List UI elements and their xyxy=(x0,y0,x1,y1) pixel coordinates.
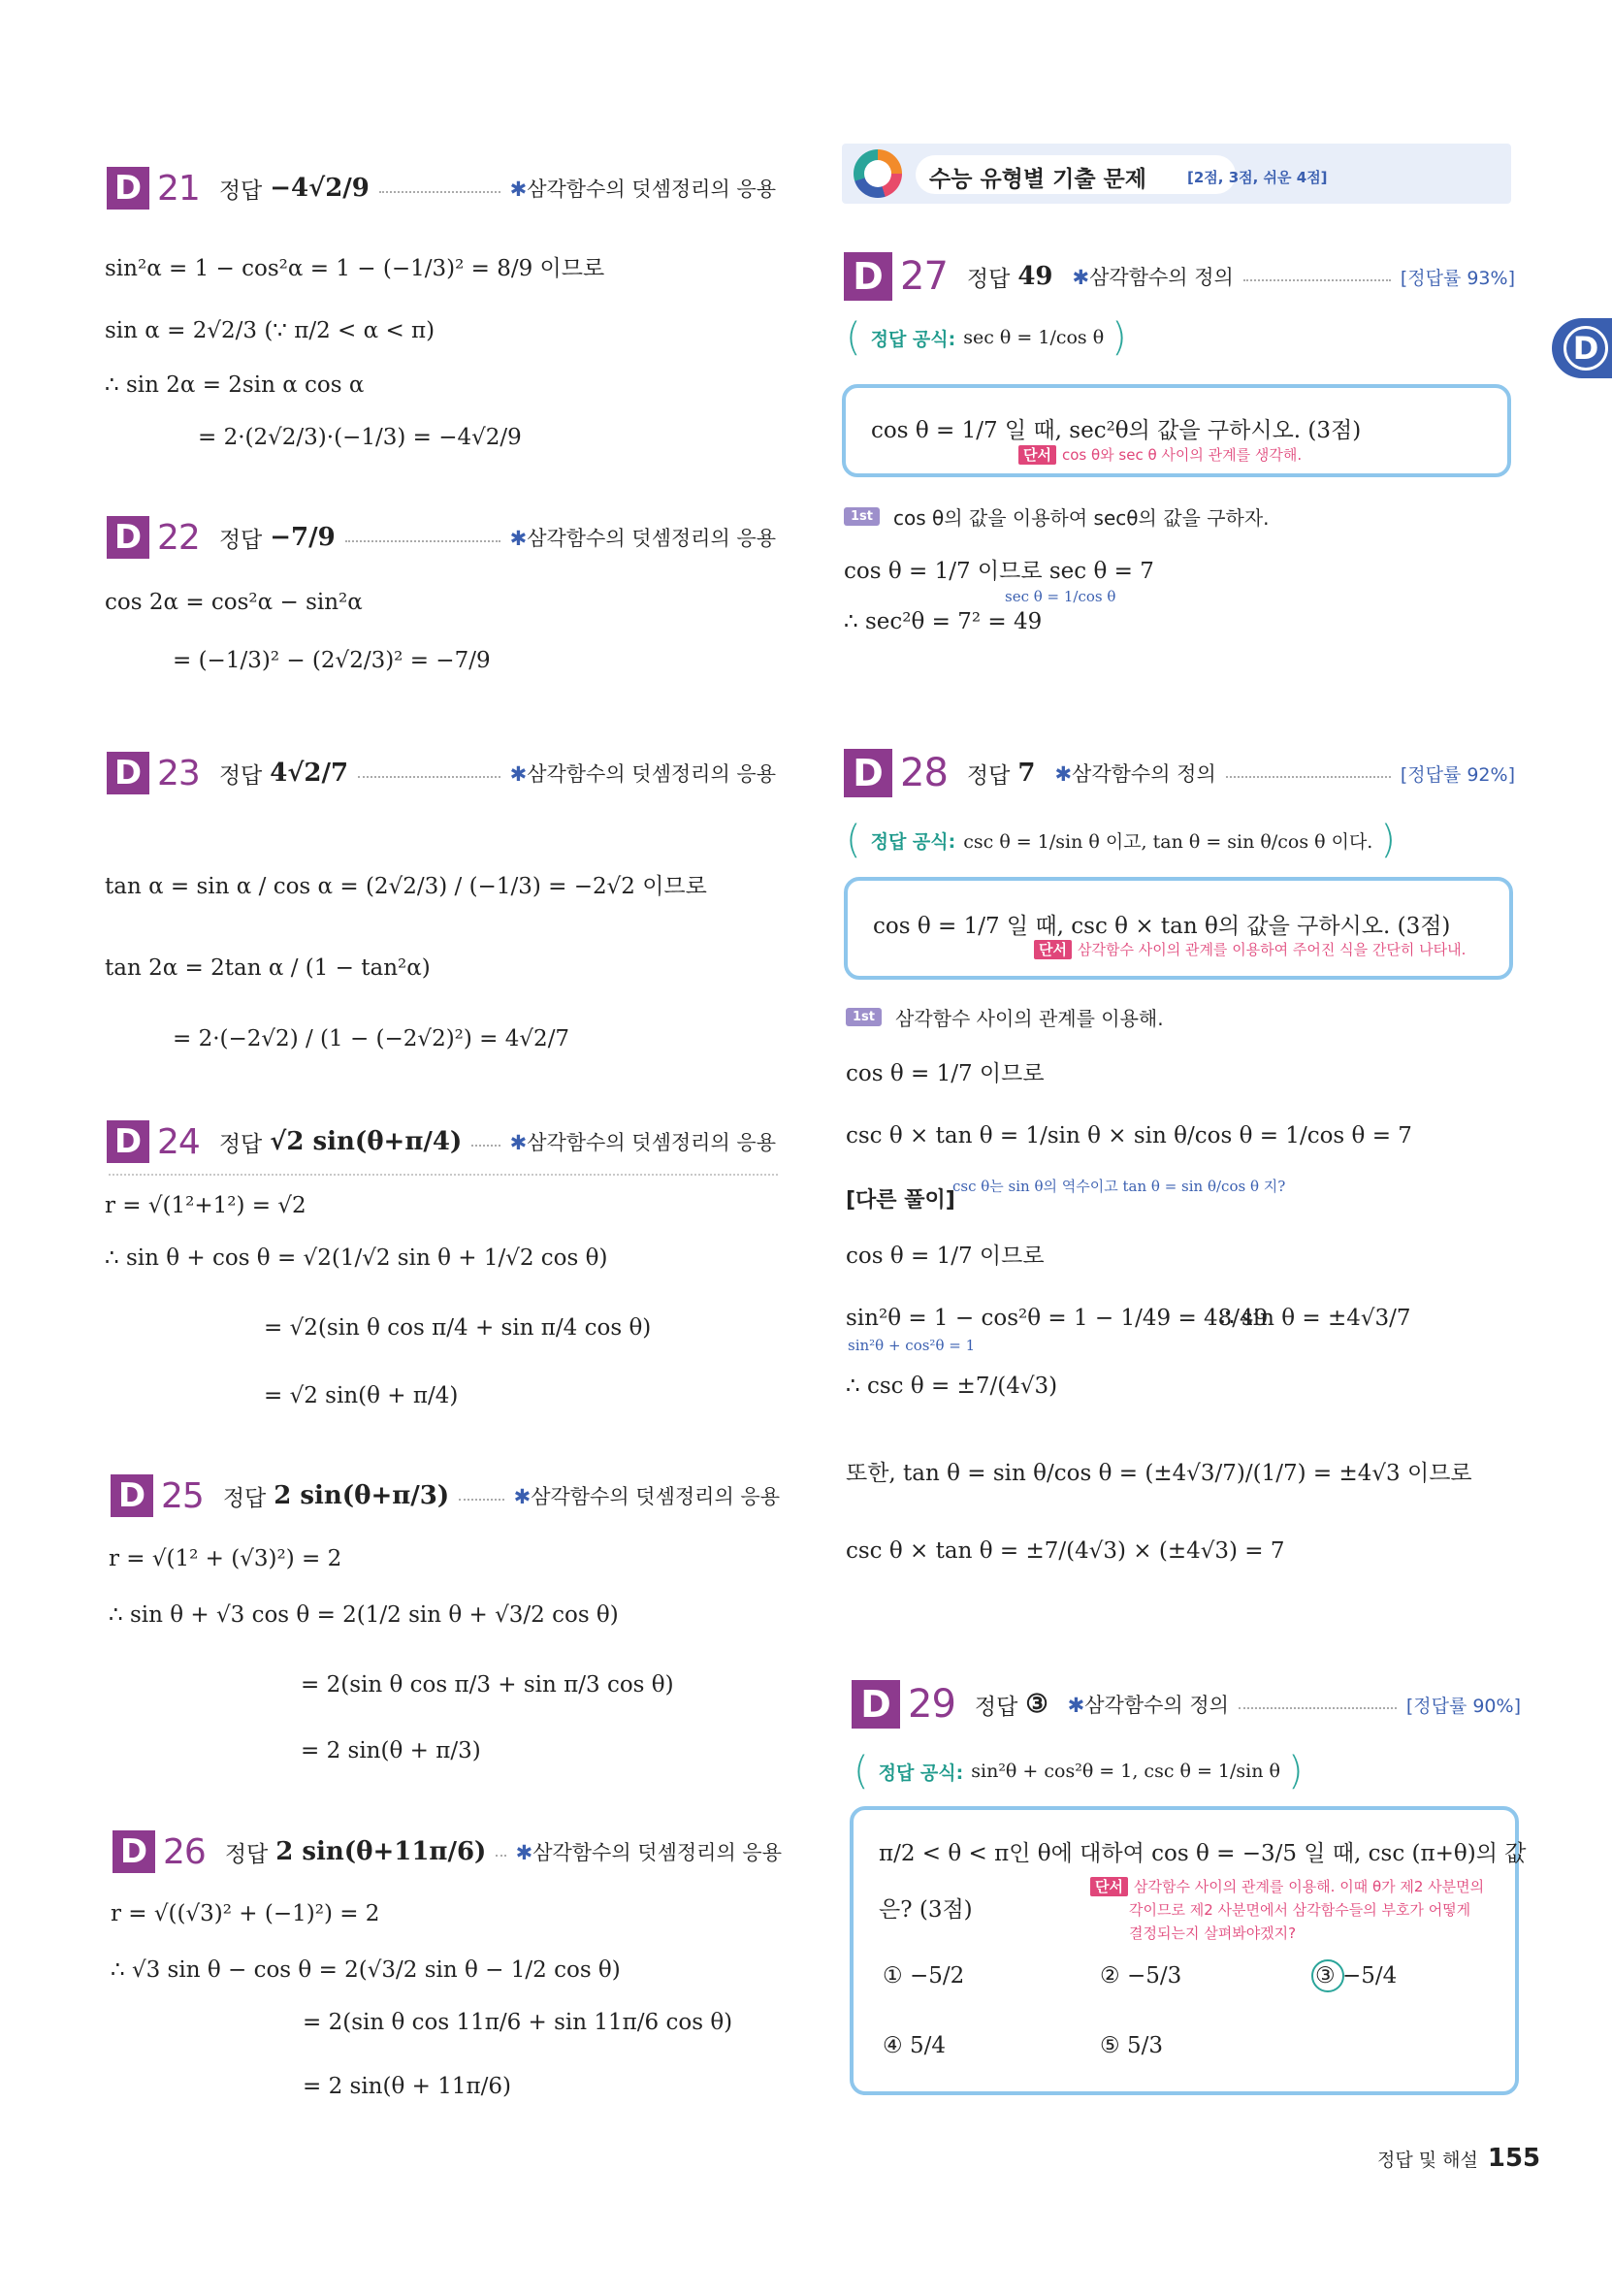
solution-line: ∴ sin θ + cos θ = √2(1/√2 sin θ + 1/√2 cos θ) xyxy=(105,1245,608,1271)
page-number: 155 xyxy=(1487,2144,1541,2173)
solution-line: = 2(sin θ cos 11π/6 + sin 11π/6 cos θ) xyxy=(303,2010,733,2035)
topic: ✱삼각함수의 덧셈정리의 응용 xyxy=(509,178,776,201)
topic: ✱삼각함수의 정의 xyxy=(1072,266,1234,289)
problem-number: 25 xyxy=(161,1475,204,1516)
banner-title: 수능 유형별 기출 문제 xyxy=(929,167,1146,192)
d-badge: D xyxy=(107,1120,149,1163)
topic: ✱삼각함수의 덧셈정리의 응용 xyxy=(509,1131,776,1154)
solution-line: ∴ sin θ = ±4√3/7 xyxy=(1220,1306,1411,1331)
problem-29-header xyxy=(852,1678,1521,1730)
d-badge: D xyxy=(844,252,892,301)
problem-number: 22 xyxy=(157,517,200,558)
solution-line: csc θ × tan θ = ±7/(4√3) × (±4√3) = 7 xyxy=(846,1538,1285,1564)
choice-3[interactable]: ③ −5/4 xyxy=(1315,1963,1398,1989)
question-text: 은? (3점) xyxy=(879,1897,973,1923)
solution-line: cos θ = 1/7 이므로 xyxy=(846,1244,1045,1269)
formula-tag: ( 정답 공식: sec θ = 1/cos θ ) xyxy=(846,315,1127,360)
answer-value: ③ xyxy=(1025,1690,1048,1719)
solution-line: 또한, tan θ = sin θ/cos θ = (±4√3/7)/(1/7) = ±4√3 이므로 xyxy=(846,1461,1472,1486)
logo-icon xyxy=(854,149,902,198)
problem-22-header xyxy=(107,511,776,564)
side-note: sin²θ + cos²θ = 1 xyxy=(848,1337,976,1354)
solution-line: r = √((√3)² + (−1)²) = 2 xyxy=(111,1901,380,1926)
solution-line: ∴ sin θ + √3 cos θ = 2(1/2 sin θ + √3/2 cos θ) xyxy=(109,1602,619,1628)
solution-line: = 2·(−2√2) / (1 − (−2√2)²) = 4√2/7 xyxy=(173,1026,570,1051)
formula-tag: ( 정답 공식: csc θ = 1/sin θ 이고, tan θ = sin θ/cos θ 이다. ) xyxy=(846,818,1396,862)
answer-value: −4√2/9 xyxy=(270,174,370,203)
solution-line: ∴ sin 2α = 2sin α cos α xyxy=(105,372,365,398)
problem-25-header xyxy=(111,1470,780,1522)
problem-number: 24 xyxy=(157,1121,200,1162)
answer-value: √2 sin(θ+π/4) xyxy=(270,1127,463,1156)
d-badge: D xyxy=(844,749,892,797)
solution-line: tan 2α = 2tan α / (1 − tan²α) xyxy=(105,955,431,981)
topic: ✱삼각함수의 정의 xyxy=(1067,1694,1229,1717)
topic: ✱삼각함수의 덧셈정리의 응용 xyxy=(509,527,776,550)
hint: 단서 cos θ와 sec θ 사이의 관계를 생각해. xyxy=(1018,444,1302,465)
hint: 각이므로 제2 사분면에서 삼각함수들의 부호가 어떻게 xyxy=(1129,1901,1471,1919)
choice-2[interactable]: ② −5/3 xyxy=(1100,1963,1182,1989)
answer-label: 정답 xyxy=(218,178,263,204)
banner-scores: [2점, 3점, 쉬운 4점] xyxy=(1187,169,1328,186)
answer-value: 2 sin(θ+11π/6) xyxy=(275,1837,487,1866)
solution-line: = √2 sin(θ + π/4) xyxy=(264,1383,459,1408)
problem-number: 23 xyxy=(157,753,200,793)
solution-line: sin²α = 1 − cos²α = 1 − (−1/3)² = 8/9 이므로 xyxy=(105,256,605,281)
side-note: sec θ = 1/cos θ xyxy=(1005,588,1116,605)
d-badge: D xyxy=(113,1830,155,1873)
problem-number: 26 xyxy=(163,1831,206,1872)
solution-line: ∴ √3 sin θ − cos θ = 2(√3/2 sin θ − 1/2 cos θ) xyxy=(111,1957,621,1983)
solution-line: r = √(1² + (√3)²) = 2 xyxy=(109,1546,342,1571)
problem-27-header xyxy=(844,250,1515,303)
answer-label: 정답 xyxy=(218,1131,263,1157)
solution-step: 1st cos θ의 값을 이용하여 secθ의 값을 구하자. xyxy=(844,502,1270,531)
choice-5[interactable]: ⑤ 5/3 xyxy=(1100,2033,1163,2058)
section-banner xyxy=(842,144,1511,204)
solution-line: = 2·(2√2/3)·(−1/3) = −4√2/9 xyxy=(198,425,522,450)
problem-28-header xyxy=(844,747,1515,799)
question-text: cos θ = 1/7 일 때, sec²θ의 값을 구하시오. (3점) xyxy=(871,418,1362,443)
answer-label: 정답 xyxy=(218,527,263,553)
d-badge: D xyxy=(852,1680,900,1729)
answer-label: 정답 xyxy=(218,762,263,789)
solution-line: sin²θ = 1 − cos²θ = 1 − 1/49 = 48/49 xyxy=(846,1306,1269,1331)
solution-line: cos θ = 1/7 이므로 xyxy=(846,1061,1045,1086)
topic: ✱삼각함수의 덧셈정리의 응용 xyxy=(513,1485,780,1508)
correct-rate: [정답률 93%] xyxy=(1400,267,1515,289)
problem-number: 28 xyxy=(900,751,948,795)
problem-26-header xyxy=(113,1826,782,1878)
section-letter: D xyxy=(1564,326,1608,371)
solution-line: = √2(sin θ cos π/4 + sin π/4 cos θ) xyxy=(264,1315,652,1341)
answer-label: 정답 xyxy=(966,762,1011,789)
hint: 결정되는지 살펴봐야겠지? xyxy=(1129,1924,1297,1942)
solution-line: ∴ csc θ = ±7/(4√3) xyxy=(846,1374,1058,1399)
solution-line: tan α = sin α / cos α = (2√2/3) / (−1/3) = −2√2 이므로 xyxy=(105,874,707,899)
solution-line: csc θ × tan θ = 1/sin θ × sin θ/cos θ = 1/cos θ = 7 xyxy=(846,1123,1412,1148)
solution-line: cos θ = 1/7 이므로 sec θ = 7 xyxy=(844,559,1154,584)
page-footer xyxy=(1377,2144,1540,2173)
answer-value: 49 xyxy=(1017,262,1053,291)
d-badge: D xyxy=(107,167,149,210)
answer-value: 7 xyxy=(1017,759,1036,788)
d-badge: D xyxy=(107,516,149,559)
solution-line: = 2 sin(θ + π/3) xyxy=(301,1738,481,1763)
problem-23-header xyxy=(107,747,776,799)
answer-value: 2 sin(θ+π/3) xyxy=(274,1481,450,1510)
solution-line: = 2 sin(θ + 11π/6) xyxy=(303,2074,511,2099)
answer-value: 4√2/7 xyxy=(270,759,349,788)
solution-line: = 2(sin θ cos π/3 + sin π/3 cos θ) xyxy=(301,1672,674,1698)
alt-solution-label: [다른 풀이] xyxy=(846,1188,955,1213)
solution-line: = (−1/3)² − (2√2/3)² = −7/9 xyxy=(173,648,491,673)
d-badge: D xyxy=(107,752,149,794)
answer-value: −7/9 xyxy=(270,523,336,552)
problem-number: 21 xyxy=(157,168,200,209)
formula-tag: ( 정답 공식: sin²θ + cos²θ = 1, csc θ = 1/sin θ ) xyxy=(854,1749,1304,1794)
footer-label: 정답 및 해설 xyxy=(1377,2150,1478,2171)
topic: ✱삼각함수의 정의 xyxy=(1054,762,1216,786)
answer-label: 정답 xyxy=(224,1841,269,1867)
correct-rate: [정답률 92%] xyxy=(1400,763,1515,786)
answer-label: 정답 xyxy=(966,266,1011,292)
topic: ✱삼각함수의 덧셈정리의 응용 xyxy=(515,1841,782,1864)
d-badge: D xyxy=(111,1474,153,1517)
choice-4[interactable]: ④ 5/4 xyxy=(883,2033,946,2058)
side-note: csc θ는 sin θ의 역수이고 tan θ = sin θ/cos θ 지? xyxy=(952,1178,1286,1195)
section-side-tab xyxy=(1552,318,1612,378)
problem-24-header xyxy=(107,1116,776,1168)
solution-line: sin α = 2√2/3 (∵ π/2 < α < π) xyxy=(105,318,435,343)
topic: ✱삼각함수의 덧셈정리의 응용 xyxy=(509,762,776,786)
problem-number: 29 xyxy=(908,1682,955,1727)
hint: 단서 삼각함수 사이의 관계를 이용하여 주어진 식을 간단히 나타내. xyxy=(1034,939,1466,959)
solution-line: cos 2α = cos²α − sin²α xyxy=(105,590,363,615)
hint: 단서 삼각함수 사이의 관계를 이용해. 이때 θ가 제2 사분면의 xyxy=(1090,1876,1484,1896)
solution-line: ∴ sec²θ = 7² = 49 xyxy=(844,609,1043,634)
answer-label: 정답 xyxy=(222,1485,267,1511)
choice-1[interactable]: ① −5/2 xyxy=(883,1963,965,1989)
problem-number: 27 xyxy=(900,254,948,299)
solution-step: 1st 삼각함수 사이의 관계를 이용해. xyxy=(846,1003,1164,1031)
question-text: cos θ = 1/7 일 때, csc θ × tan θ의 값을 구하시오. (3점) xyxy=(873,914,1451,939)
answer-label: 정답 xyxy=(974,1694,1018,1720)
correct-rate: [정답률 90%] xyxy=(1405,1695,1521,1717)
question-text: π/2 < θ < π인 θ에 대하여 cos θ = −3/5 일 때, csc (π+θ)의 값 xyxy=(879,1841,1527,1866)
solution-line: r = √(1²+1²) = √2 xyxy=(105,1193,306,1218)
problem-21-header xyxy=(107,162,776,214)
